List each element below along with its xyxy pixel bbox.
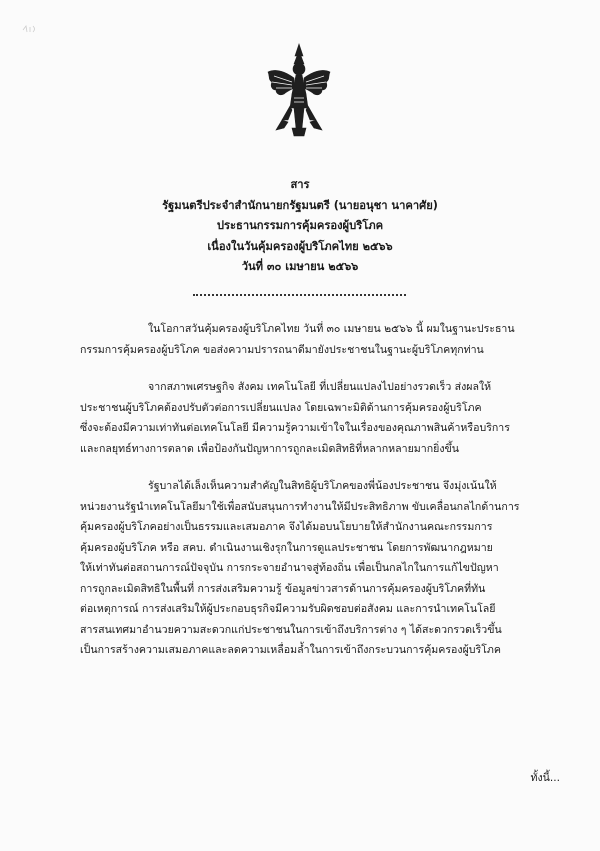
paragraph-2: [80, 377, 560, 459]
paragraph-line: คุ้มครองผู้บริโภค หรือ สคบ. ดำเนินงานเชิงรุกในการดูแลประชาชน โดยการพัฒนากฎหมาย: [80, 541, 493, 554]
paragraph-line: หน่วยงานรัฐนำเทคโนโลยีมาใช้เพื่อสนับสนุนการทำงานให้มีประสิทธิภาพ ขับเคลื่อนกลไกด้านการ: [80, 500, 520, 513]
page-corner-mark: [22, 24, 38, 34]
paragraph-line: ต่อเหตุการณ์ การส่งเสริมให้ผู้ประกอบธุรกิจมีความรับผิดชอบต่อสังคม และการนำเทคโนโลยี: [80, 603, 496, 615]
paragraph-line: คุ้มครองผู้บริโภคอย่างเป็นธรรมและเสมอภาค จึงได้มอบนโยบายให้สำนักงานคณะกรรมการ: [80, 521, 493, 533]
dotted-separator: [193, 294, 406, 296]
paragraph-line: ในโอกาสวันคุ้มครองผู้บริโภคไทย วันที่ ๓๐ เมษายน ๒๕๖๖ นี้ ผมในฐานะประธาน: [148, 323, 515, 335]
paragraph-line: กรรมการคุ้มครองผู้บริโภค ขอส่งความปรารถนาดีมายังประชาชนในฐานะผู้บริโภคทุกท่าน: [80, 343, 484, 356]
paragraph-line: รัฐบาลได้เล็งเห็นความสำคัญในสิทธิผู้บริโภคของพี่น้องประชาชน จึงมุ่งเน้นให้: [148, 480, 497, 492]
message-header: [140, 175, 460, 278]
paragraph-line: สารสนเทศมาอำนวยความสะดวกแก่ประชาชนในการเข้าถึงบริการต่าง ๆ ได้สะดวกรวดเร็วขึ้น: [80, 623, 502, 636]
paragraph-line: เป็นการสร้างความเสมอภาคและลดความเหลื่อมล้ำในการเข้าถึงกระบวนการคุ้มครองผู้บริโภค: [80, 644, 501, 656]
garuda-emblem-icon: [264, 42, 334, 138]
paragraph-line: การถูกละเมิดสิทธิในพื้นที่ การส่งเสริมความรู้ ข้อมูลข่าวสารด้านการคุ้มครองผู้บริโภคที่ทัน: [80, 582, 486, 595]
message-occasion: เนื่องในวันคุ้มครองผู้บริโภคไทย ๒๕๖๖: [207, 239, 393, 253]
paragraph-3: [80, 476, 560, 661]
paragraph-line: จากสภาพเศรษฐกิจ สังคม เทคโนโลยี ที่เปลี่ยนแปลงไปอย่างรวดเร็ว ส่งผลให้: [148, 381, 492, 393]
message-author: รัฐมนตรีประจำสำนักนายกรัฐมนตรี (นายอนุชา นาคาศัย): [162, 198, 438, 212]
message-title: สาร: [290, 178, 310, 191]
message-position: ประธานกรรมการคุ้มครองผู้บริโภค: [216, 219, 384, 232]
paragraph-line: ประชาชนผู้บริโภคต้องปรับตัวต่อการเปลี่ยนแปลง โดยเฉพาะมิติด้านการคุ้มครองผู้บริโภค: [80, 401, 482, 414]
message-date: วันที่ ๓๐ เมษายน ๒๕๖๖: [241, 260, 359, 273]
paragraph-1: [80, 319, 560, 360]
paragraph-line: ให้เท่าทันต่อสถานการณ์ปัจจุบัน การกระจายอำนาจสู่ท้องถิ่น เพื่อเป็นกลไกในการแก้ไขปัญหา: [80, 562, 499, 574]
paragraph-line: ซึ่งจะต้องมีความเท่าทันต่อเทคโนโลยี มีความรู้ความเข้าใจในเรื่องของคุณภาพสินค้าหรือบริการ: [80, 422, 510, 434]
paragraph-line: และกลยุทธ์ทางการตลาด เพื่อป้องกันปัญหาการถูกละเมิดสิทธิที่หลากหลายมากยิ่งขึ้น: [80, 442, 459, 455]
continuation-text: ทั้งนี้...: [530, 772, 560, 784]
